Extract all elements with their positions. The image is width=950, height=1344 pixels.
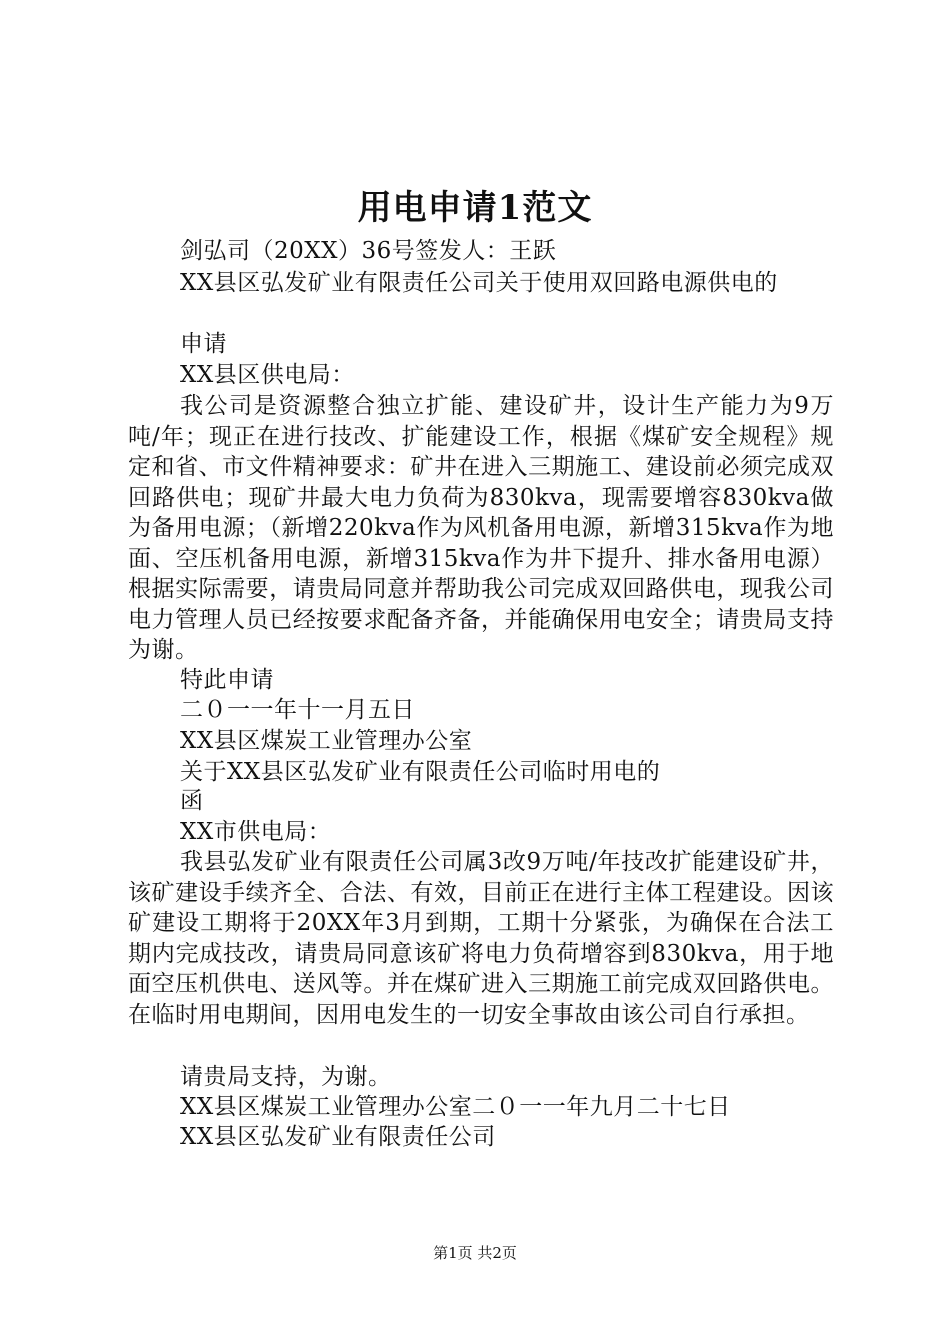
body-paragraph-2: 我县弘发矿业有限责任公司属3改9万吨/年技改扩能建设矿井，该矿建设手续齐全、合法、有效，目前正在进行主体工程建设。因该矿建设工期将于20XX年3月到期，工期十分紧张，为确保在合法工期内完成技改，请贵局同意该矿将电力负荷增容到830kva，用于地面空压机供电、送风等。并在煤矿进入三期施工前完成双回路供电。在临时用电期间，因用电发生的一切安全事故由该公司自行承担。	[128, 849, 834, 1028]
closing-1: 特此申请	[180, 667, 274, 693]
subject-line-4: 函	[180, 788, 204, 814]
issuer-date-2: XX县区煤炭工业管理办公室二０一一年九月二十七日	[180, 1094, 731, 1120]
page-footer: 第1页 共2页	[433, 1244, 517, 1262]
subject-line-3: 关于XX县区弘发矿业有限责任公司临时用电的	[180, 759, 661, 785]
subject-line-2: 申请	[180, 331, 227, 357]
recipient-1: XX县区供电局：	[180, 362, 355, 388]
date-1: 二０一一年十一月五日	[180, 697, 415, 723]
subject-line-1: XX县区弘发矿业有限责任公司关于使用双回路电源供电的	[180, 270, 778, 296]
body-paragraph-1: 我公司是资源整合独立扩能、建设矿井，设计生产能力为9万吨/年；现正在进行技改、扩能建设工作，根据《煤矿安全规程》规定和省、市文件精神要求：矿井在进入三期施工、建设前必须完成双回路供电；现矿井最大电力负荷为830kva，现需要增容830kva做为备用电源；（新增220kva作为风机备用电源，新增315kva作为地面、空压机备用电源，新增315kva作为井下提升、排水备用电源）根据实际需要，请贵局同意并帮助我公司完成双回路供电，现我公司电力管理人员已经按要求配备齐备，并能确保用电安全；请贵局支持为谢。	[128, 393, 834, 663]
closing-2: 请贵局支持，为谢。	[180, 1064, 392, 1090]
reference-number: 剑弘司（20XX）36号签发人：王跃	[180, 238, 557, 264]
company-name: XX县区弘发矿业有限责任公司	[180, 1124, 496, 1150]
recipient-2: XX市供电局：	[180, 819, 332, 845]
document-title: 用电申请1范文	[357, 188, 593, 228]
issuer-1: XX县区煤炭工业管理办公室	[180, 728, 473, 754]
